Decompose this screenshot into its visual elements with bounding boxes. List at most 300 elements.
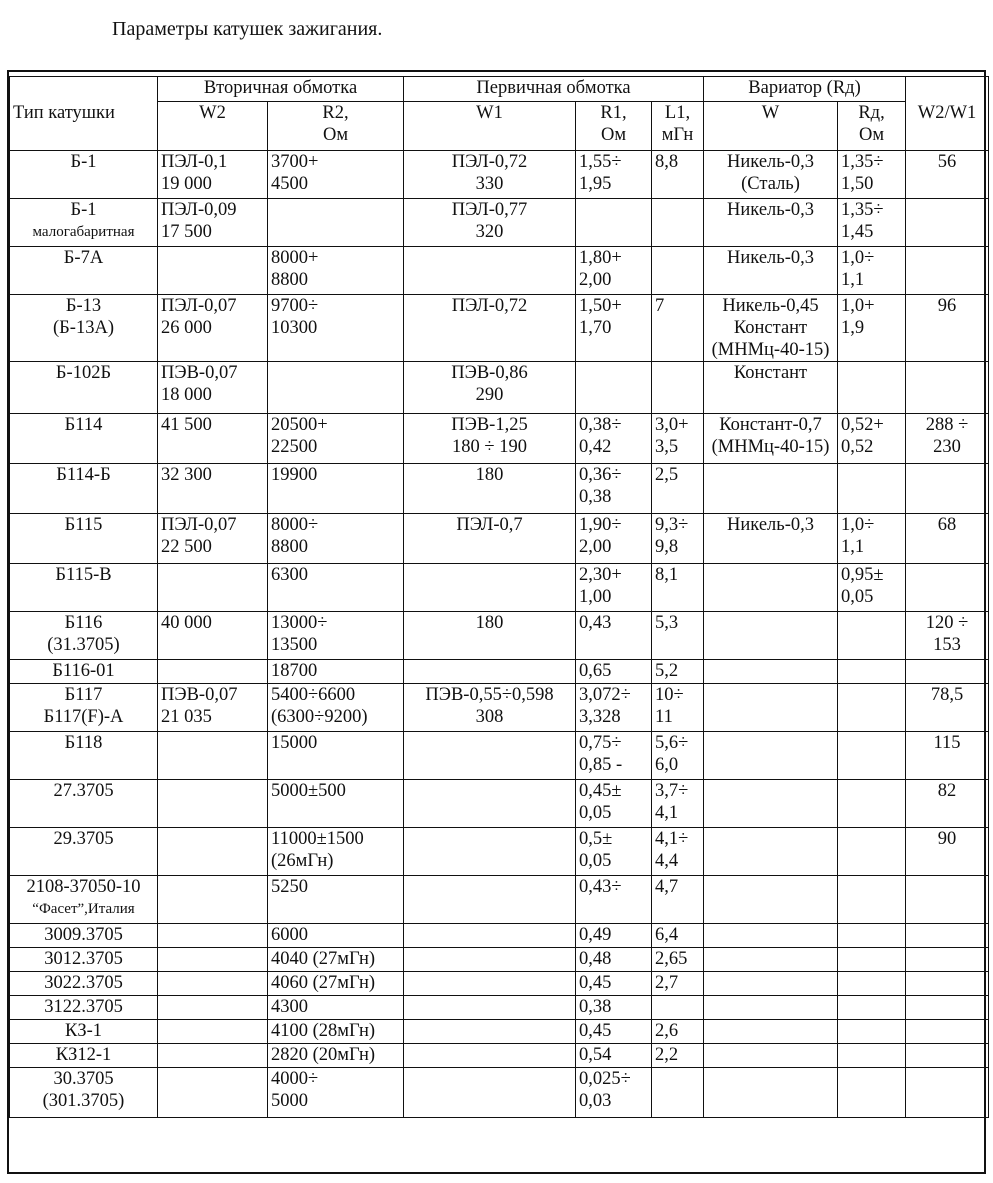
cell-w1 (404, 564, 576, 612)
cell-l1-line: 5,3 (655, 613, 679, 633)
cell-type-line: (31.3705) (47, 635, 120, 655)
header-coil-type-label: Тип катушки (13, 102, 115, 123)
cell-r1-line: 0,38 (579, 487, 612, 507)
cell-l1-line: 4,7 (655, 877, 679, 897)
header-r2-line1: R2, (322, 103, 349, 123)
cell-r2 (268, 1044, 404, 1068)
cell-r1-line: 0,05 (579, 851, 612, 871)
cell-w (704, 1068, 838, 1118)
cell-rd (838, 295, 906, 362)
cell-l1 (652, 972, 704, 996)
cell-type (10, 199, 158, 247)
cell-w2 (158, 684, 268, 732)
cell-r1-line: 0,43 (579, 613, 612, 633)
cell-l1-line: 9,8 (655, 537, 679, 557)
cell-w (704, 564, 838, 612)
cell-rd (838, 151, 906, 199)
cell-type (10, 924, 158, 948)
cell-r1 (576, 362, 652, 414)
cell-ratio-line: 230 (933, 437, 961, 457)
cell-r1 (576, 464, 652, 514)
cell-l1-line: 8,1 (655, 565, 679, 585)
cell-l1 (652, 414, 704, 464)
cell-ratio (906, 828, 989, 876)
table-row (10, 199, 989, 247)
cell-ratio-line: 120 ÷ (925, 613, 969, 633)
cell-r2 (268, 996, 404, 1020)
cell-w1-line: ПЭВ-0,86 (451, 363, 528, 383)
cell-l1-line: 3,7÷ (655, 781, 689, 801)
cell-w2-line: 18 000 (161, 385, 212, 405)
cell-r2 (268, 948, 404, 972)
cell-type (10, 660, 158, 684)
cell-r2 (268, 1068, 404, 1118)
cell-r2-line: 4040 (27мГн) (271, 949, 376, 969)
cell-r2 (268, 295, 404, 362)
cell-type-line: 3009.3705 (44, 925, 123, 945)
cell-rd (838, 876, 906, 924)
cell-type-line: Б-102Б (55, 363, 112, 383)
cell-type-line: (301.3705) (42, 1091, 125, 1111)
cell-type-line: Б115-В (55, 565, 112, 585)
cell-r2-line: (26мГн) (271, 851, 334, 871)
cell-rd (838, 828, 906, 876)
cell-ratio-line: 153 (933, 635, 961, 655)
cell-type (10, 684, 158, 732)
cell-l1 (652, 151, 704, 199)
cell-w (704, 780, 838, 828)
cell-r1-line: 0,05 (579, 803, 612, 823)
cell-w1 (404, 295, 576, 362)
cell-w (704, 948, 838, 972)
cell-rd (838, 414, 906, 464)
cell-r1 (576, 924, 652, 948)
cell-w1-line: ПЭЛ-0,7 (456, 515, 523, 535)
cell-r2 (268, 780, 404, 828)
cell-l1-line: 6,0 (655, 755, 679, 775)
cell-type-line: (Б-13А) (53, 318, 114, 338)
table-row (10, 612, 989, 660)
cell-ratio (906, 684, 989, 732)
cell-w1 (404, 828, 576, 876)
cell-ratio (906, 1020, 989, 1044)
cell-type (10, 414, 158, 464)
cell-r1-line: 0,54 (579, 1045, 612, 1065)
cell-w2-line: 40 000 (161, 613, 212, 633)
cell-rd (838, 684, 906, 732)
cell-w1 (404, 1020, 576, 1044)
cell-rd-line: 1,35÷ (841, 152, 884, 172)
cell-r2-line: 20500+ (271, 415, 328, 435)
cell-r1 (576, 414, 652, 464)
cell-ratio (906, 996, 989, 1020)
cell-w2-line: ПЭЛ-0,1 (161, 152, 228, 172)
cell-ratio (906, 199, 989, 247)
cell-rd (838, 464, 906, 514)
cell-ratio (906, 414, 989, 464)
cell-w2 (158, 295, 268, 362)
cell-type (10, 151, 158, 199)
cell-w (704, 684, 838, 732)
cell-r1 (576, 996, 652, 1020)
cell-w (704, 514, 838, 564)
cell-rd-line: 1,0÷ (841, 248, 875, 268)
cell-w1 (404, 151, 576, 199)
cell-ratio (906, 732, 989, 780)
cell-l1-line: 2,6 (655, 1021, 679, 1041)
cell-type-line: Б114 (64, 415, 103, 435)
cell-r2-line: 11000±1500 (271, 829, 364, 849)
cell-type (10, 948, 158, 972)
table-row (10, 247, 989, 295)
cell-type-line: Б115 (64, 515, 103, 535)
cell-rd-line: 0,52 (841, 437, 874, 457)
cell-w2-line: ПЭЛ-0,07 (161, 515, 237, 535)
page-title: Параметры катушек зажигания. (112, 18, 383, 40)
cell-r2-line: 5000 (271, 1091, 308, 1111)
cell-rd (838, 362, 906, 414)
cell-w-line: (МНМц-40-15) (711, 437, 830, 457)
cell-w (704, 612, 838, 660)
coil-parameters-table (9, 76, 989, 1118)
cell-w1 (404, 780, 576, 828)
cell-l1-line: 7 (655, 296, 665, 316)
cell-ratio (906, 780, 989, 828)
cell-type-line: “Фасет”,Италия (32, 901, 135, 917)
cell-r1-line: 1,00 (579, 587, 612, 607)
cell-r2 (268, 660, 404, 684)
cell-l1-line: 4,4 (655, 851, 679, 871)
cell-w1 (404, 464, 576, 514)
cell-r2 (268, 199, 404, 247)
cell-r2-line: 9700÷ (271, 296, 319, 316)
cell-w2 (158, 828, 268, 876)
cell-r1 (576, 684, 652, 732)
cell-ratio (906, 151, 989, 199)
cell-w2-line: ПЭЛ-0,09 (161, 200, 237, 220)
cell-w1 (404, 660, 576, 684)
cell-rd (838, 247, 906, 295)
cell-ratio-line: 288 ÷ (925, 415, 969, 435)
cell-rd (838, 1044, 906, 1068)
header-r1 (576, 102, 652, 151)
cell-r1-line: 0,42 (579, 437, 612, 457)
cell-w2 (158, 464, 268, 514)
cell-l1-line: 2,7 (655, 973, 679, 993)
cell-w1 (404, 362, 576, 414)
cell-w2-line: 32 300 (161, 465, 212, 485)
cell-w1 (404, 996, 576, 1020)
table-row (10, 828, 989, 876)
header-rd-line1: Rд, (858, 103, 885, 123)
cell-w2 (158, 732, 268, 780)
cell-rd (838, 780, 906, 828)
cell-w1 (404, 972, 576, 996)
cell-w2-line: ПЭЛ-0,07 (161, 296, 237, 316)
cell-type (10, 1020, 158, 1044)
cell-w2 (158, 612, 268, 660)
cell-r2-line: 4100 (28мГн) (271, 1021, 376, 1041)
cell-r1 (576, 972, 652, 996)
cell-l1 (652, 564, 704, 612)
cell-r1 (576, 660, 652, 684)
cell-r2 (268, 414, 404, 464)
cell-rd (838, 996, 906, 1020)
cell-rd-line: 1,35÷ (841, 200, 884, 220)
cell-ratio (906, 612, 989, 660)
cell-r2-line: (6300÷9200) (271, 707, 368, 727)
cell-type-line: Б117 (64, 685, 103, 705)
cell-r1-line: 1,50+ (579, 296, 622, 316)
cell-r2 (268, 972, 404, 996)
cell-w2-line: ПЭВ-0,07 (161, 685, 238, 705)
cell-r2 (268, 514, 404, 564)
cell-r1 (576, 732, 652, 780)
cell-ratio-line: 96 (937, 296, 957, 316)
cell-r2-line: 8000+ (271, 248, 319, 268)
cell-r2 (268, 1020, 404, 1044)
cell-w2 (158, 151, 268, 199)
cell-rd (838, 1020, 906, 1044)
cell-l1 (652, 362, 704, 414)
cell-rd-line: 0,05 (841, 587, 874, 607)
cell-l1 (652, 780, 704, 828)
cell-ratio (906, 295, 989, 362)
header-l1 (652, 102, 704, 151)
cell-w1-line: 180 ÷ 190 (452, 437, 527, 457)
cell-r1-line: 0,49 (579, 925, 612, 945)
table-row (10, 780, 989, 828)
cell-r1-line: 0,5± (579, 829, 613, 849)
cell-r1-line: 0,75÷ (579, 733, 622, 753)
cell-w2-line: 26 000 (161, 318, 212, 338)
cell-w1 (404, 199, 576, 247)
cell-w1 (404, 732, 576, 780)
cell-w2 (158, 972, 268, 996)
table-row (10, 996, 989, 1020)
cell-r1 (576, 612, 652, 660)
cell-w (704, 295, 838, 362)
cell-l1-line: 8,8 (655, 152, 679, 172)
cell-r1-line: 2,30+ (579, 565, 622, 585)
cell-w2 (158, 660, 268, 684)
cell-w (704, 247, 838, 295)
cell-type-line: 3012.3705 (44, 949, 123, 969)
cell-w1-line: ПЭЛ-0,72 (451, 152, 528, 172)
cell-r1-line: 0,45± (579, 781, 622, 801)
cell-l1-line: 4,1÷ (655, 829, 689, 849)
header-coil-type (10, 102, 158, 151)
cell-r2 (268, 924, 404, 948)
cell-w-line: Никель-0,3 (727, 152, 814, 172)
cell-r1-line: 2,00 (579, 537, 612, 557)
cell-r1-line: 0,45 (579, 1021, 612, 1041)
cell-type-line: 27.3705 (53, 781, 114, 801)
cell-r2-line: 4300 (271, 997, 308, 1017)
table-row (10, 732, 989, 780)
header-r1-line1: R1, (600, 103, 627, 123)
header-w: W (704, 102, 838, 151)
cell-r2-line: 5250 (271, 877, 308, 897)
cell-type (10, 464, 158, 514)
cell-r1 (576, 876, 652, 924)
cell-type (10, 612, 158, 660)
cell-w1-line: ПЭВ-0,55÷0,598 (425, 685, 554, 705)
cell-w2 (158, 564, 268, 612)
cell-type-line: 3122.3705 (44, 997, 123, 1017)
table-row (10, 876, 989, 924)
cell-r2-line: 8800 (271, 270, 308, 290)
table-row (10, 972, 989, 996)
cell-rd (838, 948, 906, 972)
table-row (10, 414, 989, 464)
cell-r2-line: 18700 (271, 661, 318, 681)
cell-type-line: Б-1 (70, 200, 97, 220)
cell-r2-line: 5000±500 (271, 781, 346, 801)
cell-r2-line: 22500 (271, 437, 318, 457)
cell-ratio (906, 362, 989, 414)
cell-type (10, 876, 158, 924)
cell-rd (838, 732, 906, 780)
cell-type-line: Б118 (64, 733, 103, 753)
cell-w-line: Констант-0,7 (719, 415, 822, 435)
cell-type (10, 732, 158, 780)
cell-type-line: 2108-37050-10 (26, 877, 141, 897)
table-row (10, 948, 989, 972)
cell-rd (838, 514, 906, 564)
cell-w1-line: ПЭЛ-0,72 (451, 296, 528, 316)
cell-w (704, 151, 838, 199)
cell-ratio (906, 948, 989, 972)
cell-type (10, 996, 158, 1020)
cell-r2 (268, 612, 404, 660)
cell-r2 (268, 828, 404, 876)
cell-ratio (906, 1044, 989, 1068)
table-row (10, 295, 989, 362)
header-rd-line2: Ом (858, 125, 885, 145)
cell-w (704, 362, 838, 414)
cell-l1-line: 10÷ (655, 685, 684, 705)
cell-w-line: Никель-0,3 (727, 200, 814, 220)
table-row (10, 362, 989, 414)
cell-type-line: КЗ-1 (64, 1021, 103, 1041)
cell-l1 (652, 948, 704, 972)
cell-w1-line: 290 (475, 385, 504, 405)
cell-w2 (158, 1044, 268, 1068)
cell-ratio (906, 1068, 989, 1118)
header-r2 (268, 102, 404, 151)
cell-ratio-line: 115 (933, 733, 961, 753)
cell-w2-line: 41 500 (161, 415, 212, 435)
header-r1-line2: Ом (600, 125, 627, 145)
cell-w1 (404, 684, 576, 732)
table-row (10, 684, 989, 732)
cell-w-line: Никель-0,3 (727, 515, 814, 535)
header-primary-winding: Первичная обмотка (404, 77, 704, 102)
cell-r1 (576, 1044, 652, 1068)
cell-type-line: Б-1 (70, 152, 97, 172)
cell-type-line: малогабаритная (32, 224, 135, 240)
cell-l1-line: 5,6÷ (655, 733, 689, 753)
cell-l1 (652, 684, 704, 732)
cell-l1 (652, 1044, 704, 1068)
table-row (10, 1044, 989, 1068)
cell-ratio-line: 90 (937, 829, 957, 849)
cell-w1-line: 180 (475, 465, 504, 485)
cell-r2-line: 3700+ (271, 152, 319, 172)
header-variator: Вариатор (Rд) (704, 77, 906, 102)
cell-r1-line: 3,328 (579, 707, 621, 727)
header-w1: W1 (404, 102, 576, 151)
cell-w (704, 1020, 838, 1044)
cell-w2 (158, 414, 268, 464)
cell-w1 (404, 612, 576, 660)
cell-l1-line: 2,65 (655, 949, 688, 969)
cell-rd (838, 972, 906, 996)
cell-w2 (158, 876, 268, 924)
cell-rd-line: 1,9 (841, 318, 865, 338)
cell-rd-line: 1,50 (841, 174, 874, 194)
header-r2-line2: Ом (322, 125, 349, 145)
cell-w2 (158, 924, 268, 948)
cell-type (10, 362, 158, 414)
cell-w1 (404, 1068, 576, 1118)
cell-w2 (158, 996, 268, 1020)
cell-r1 (576, 247, 652, 295)
cell-l1-line: 3,0+ (655, 415, 689, 435)
cell-ratio-line: 78,5 (930, 685, 964, 705)
cell-r1 (576, 948, 652, 972)
cell-rd-line: 0,52+ (841, 415, 884, 435)
cell-w (704, 660, 838, 684)
cell-r2-line: 4000÷ (271, 1069, 319, 1089)
cell-l1 (652, 732, 704, 780)
cell-type (10, 295, 158, 362)
cell-r2-line: 10300 (271, 318, 318, 338)
cell-l1-line: 3,5 (655, 437, 679, 457)
cell-r1-line: 0,45 (579, 973, 612, 993)
table-row (10, 151, 989, 199)
cell-r2-line: 19900 (271, 465, 318, 485)
header-secondary-winding: Вторичная обмотка (158, 77, 404, 102)
cell-w2 (158, 514, 268, 564)
cell-rd-line: 1,0÷ (841, 515, 875, 535)
cell-w (704, 199, 838, 247)
cell-r2-line: 13000÷ (271, 613, 328, 633)
table-body (10, 151, 989, 1118)
cell-l1 (652, 660, 704, 684)
cell-w2 (158, 780, 268, 828)
table-row (10, 924, 989, 948)
cell-r2 (268, 876, 404, 924)
cell-type-line: Б116 (64, 613, 103, 633)
cell-type (10, 1044, 158, 1068)
cell-l1-line: 9,3÷ (655, 515, 689, 535)
cell-rd-line: 1,0+ (841, 296, 875, 316)
cell-r2-line: 4060 (27мГн) (271, 973, 376, 993)
cell-type-line: 29.3705 (53, 829, 114, 849)
cell-w1 (404, 414, 576, 464)
cell-w2-line: ПЭВ-0,07 (161, 363, 238, 383)
cell-w2-line: 17 500 (161, 222, 212, 242)
cell-w1-line: 330 (475, 174, 504, 194)
cell-type-line: Б117(F)-А (43, 707, 124, 727)
cell-w-line: (Сталь) (741, 174, 800, 194)
cell-rd (838, 924, 906, 948)
cell-r2-line: 8000÷ (271, 515, 319, 535)
cell-w-line: (МНМц-40-15) (711, 340, 830, 360)
cell-r2-line: 5400÷6600 (271, 685, 356, 705)
